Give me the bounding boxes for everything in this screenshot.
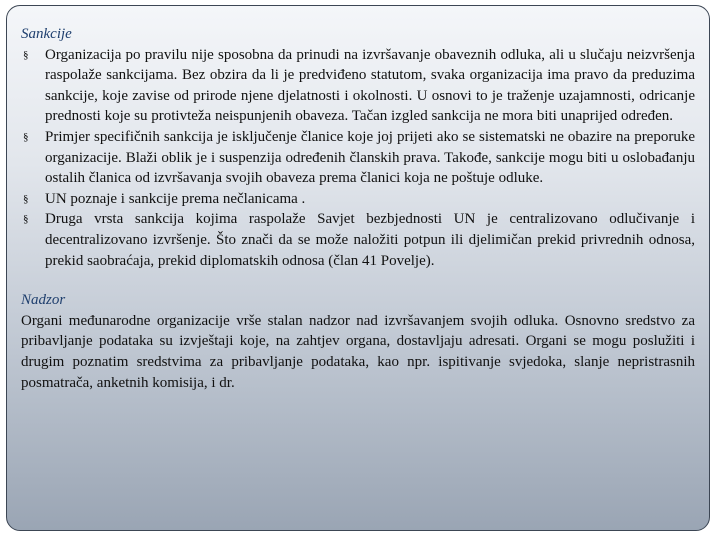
nadzor-paragraph: Organi međunarodne organizacije vrše stalan nadzor nad izvršavanjem svojih odluka. Osnovno sredstvo za pribavljanje podataka su izvještaji koje, na zahtjev organa, dostavljaju adresati. Organi se mogu poslužiti i drugim poznatim sredstvima za pribavljanje podataka, kao npr. ispitivanje svjedoka, slanje nepristrasnih posmatrača, anketnih komisija, i dr.: [21, 312, 695, 391]
bullet-text: Organizacija po pravilu nije sposobna da prinudi na izvršavanje obaveznih odluka, ali u slučaju neizvršenja raspolaže sankcijama. Bez obzira da li je predviđeno statutom, svaka organizacija ima pravo da preduzima sankcije, koje zavise od prirode njene djelatnosti i okolnosti. U osnovi to je traženje uzajamnosti, odricanje prednosti koje su protivteža neispunjenih obaveza. Tačan izgled sankcija ne mora biti unaprijed određen.: [45, 46, 695, 125]
bullet-item: [21, 45, 695, 127]
bullet-text: Primjer specifičnih sankcija je isključenje članice koje joj prijeti ako se sistematski ne obazire na preporuke organizacije. Blaži oblik je i suspenzija određenih članskih prava. Takođe, sankcije mogu biti u oslobađanju ostalih članica od izvršavanja svojih obaveza prema članici koja ne poštuje odluke.: [45, 128, 695, 187]
bullet-marker-icon: §: [23, 130, 29, 143]
bullet-text: UN poznaje i sankcije prema nečlanicama .: [45, 190, 306, 207]
sankcije-heading: Sankcije: [21, 26, 72, 42]
bullet-item: [21, 189, 695, 210]
bullet-marker-icon: §: [23, 48, 29, 61]
sankcije-bullet-list: [21, 45, 695, 272]
section-spacer: [21, 271, 695, 290]
slide-content: [21, 24, 695, 393]
nadzor-heading: Nadzor: [21, 292, 66, 309]
bullet-text: Druga vrsta sankcija kojima raspolaže Savjet bezbjednosti UN je centralizovano odlučivanje i decentralizovano izvršenje. Što znači da se može naložiti potpun ili djelimičan prekid privrednih odnosa, prekid saobraćaja, prekid diplomatskih odnosa (član 41 Povelje).: [45, 211, 695, 269]
bullet-item: [21, 127, 695, 189]
bullet-item: [21, 209, 695, 271]
slide: [6, 5, 710, 531]
bullet-marker-icon: §: [23, 192, 29, 205]
bullet-marker-icon: §: [23, 213, 29, 226]
